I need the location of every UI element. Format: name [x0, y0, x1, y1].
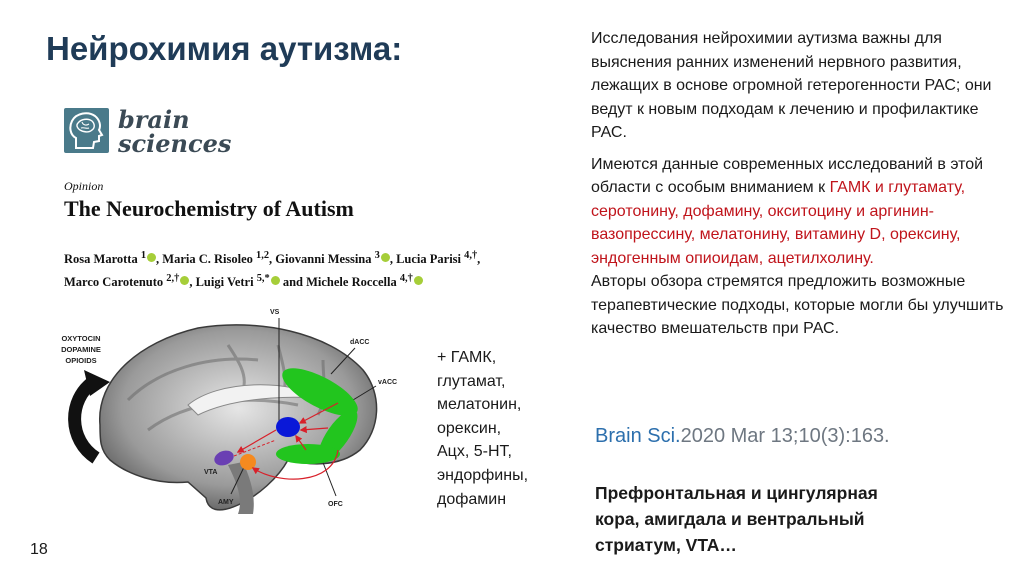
label-dacc: dACC — [350, 339, 370, 346]
author-affiliation: 4,† — [399, 273, 413, 285]
author-name: and Michele Roccella — [282, 275, 397, 290]
page-number: 18 — [30, 541, 48, 558]
article-title: The Neurochemistry of Autism — [64, 196, 354, 221]
description-column — [591, 27, 1011, 341]
paragraph-3: Авторы обзора стремятся предложить возможные терапевтические подходы, которые могли бы улучшить качество вмешательств при РАС. — [591, 273, 1004, 337]
conclusion-line: кора, амигдала и вентральный — [595, 509, 865, 529]
slide-title: Нейрохимия аутизма: — [46, 30, 403, 67]
author-affiliation: 2,† — [166, 273, 180, 285]
region-vs-shape — [276, 417, 300, 437]
conclusion-line: стриатум, VTA… — [595, 535, 737, 555]
region-amy-shape — [240, 454, 256, 470]
paragraph-2-highlight: ГАМК и глутамату, серотонину, дофамину, окситоцину и аргинин-вазопрессину, мелатонину, витамину D, орексину, эндогенным опиоидам, ацетилхолину. — [591, 179, 966, 267]
author-line-2: Marco Carotenuto $^{2,\dagger}$ , Luigi Vetri $^{5,*}$ and Michele Roccella $^{4,\dagger}$ — [64, 269, 564, 292]
list-item: глутамат, — [437, 372, 506, 390]
citation-details: 2020 Mar 13;10(3):163. — [680, 425, 890, 447]
paragraph-2 — [591, 153, 1011, 271]
label-vs: VS — [270, 309, 280, 316]
journal-name-line2: sciences — [118, 129, 232, 158]
author-line-1: Rosa Marotta $^1$ , Maria C. Risoleo $^{1,2}$, Giovanni Messina $^3$ , Lucia Parisi $^{4,\dagger}$, — [64, 250, 481, 267]
conclusion-text — [595, 480, 878, 558]
paragraph-2-intro: Имеются данные современных исследований в этой области с особым вниманием к — [591, 155, 984, 196]
orcid-icon[interactable] — [381, 253, 390, 262]
conclusion-line: Префронтальная и цингулярная — [595, 483, 878, 503]
author-affiliation: 4,† — [464, 250, 478, 261]
list-item: мелатонин, — [437, 396, 522, 414]
journal-name-line1: brain — [118, 105, 190, 134]
author-affiliation: 1 — [140, 250, 147, 261]
author-name: Luigi Vetri — [195, 275, 254, 290]
label-amy: AMY — [218, 499, 234, 506]
orcid-icon[interactable] — [180, 276, 189, 285]
brain-figure — [38, 300, 428, 522]
list-item: + ГАМК, — [437, 349, 497, 366]
journal-name — [118, 105, 232, 158]
label-opioids: OPIOIDS — [65, 356, 97, 365]
list-item: Ацх, 5-НТ, — [437, 443, 512, 461]
citation-link[interactable] — [595, 425, 890, 448]
orcid-icon[interactable] — [147, 253, 156, 262]
region-ofc-shape — [276, 444, 340, 464]
list-item: орексин, — [437, 419, 502, 437]
orcid-icon[interactable] — [271, 276, 280, 285]
citation-journal[interactable]: Brain Sci. — [595, 425, 681, 447]
list-item: эндорфины, — [437, 466, 529, 484]
author-name: Giovanni Messina — [275, 252, 372, 267]
orcid-icon[interactable] — [414, 276, 423, 285]
author-name: Rosa Marotta — [64, 252, 138, 267]
label-vta: VTA — [204, 469, 218, 476]
author-list — [64, 246, 564, 292]
author-affiliation: 1,2 — [256, 250, 270, 261]
label-dopamine: DOPAMINE — [61, 345, 101, 354]
author-affiliation: 5,* — [256, 273, 270, 285]
label-vacc: vACC — [378, 379, 398, 386]
list-item: дофамин — [437, 490, 507, 508]
article-type: Opinion — [64, 179, 104, 193]
label-oxytocin: OXYTOCIN — [61, 334, 101, 343]
brain-head-icon — [64, 108, 109, 153]
author-name: Maria C. Risoleo — [162, 252, 253, 267]
author-affiliation: 3 — [374, 250, 380, 261]
author-name: Lucia Parisi — [396, 252, 462, 267]
paragraph-1: Исследования нейрохимии аутизма важны для выяснения ранних изменений нервного развития, лежащих в основе огромной гетерогенности РАС; они ведут к новым подходам к лечению и профилактике РАС. — [591, 30, 992, 141]
label-ofc: OFC — [328, 501, 343, 508]
author-name: Marco Carotenuto — [64, 275, 164, 290]
neurotransmitter-list — [437, 346, 528, 511]
